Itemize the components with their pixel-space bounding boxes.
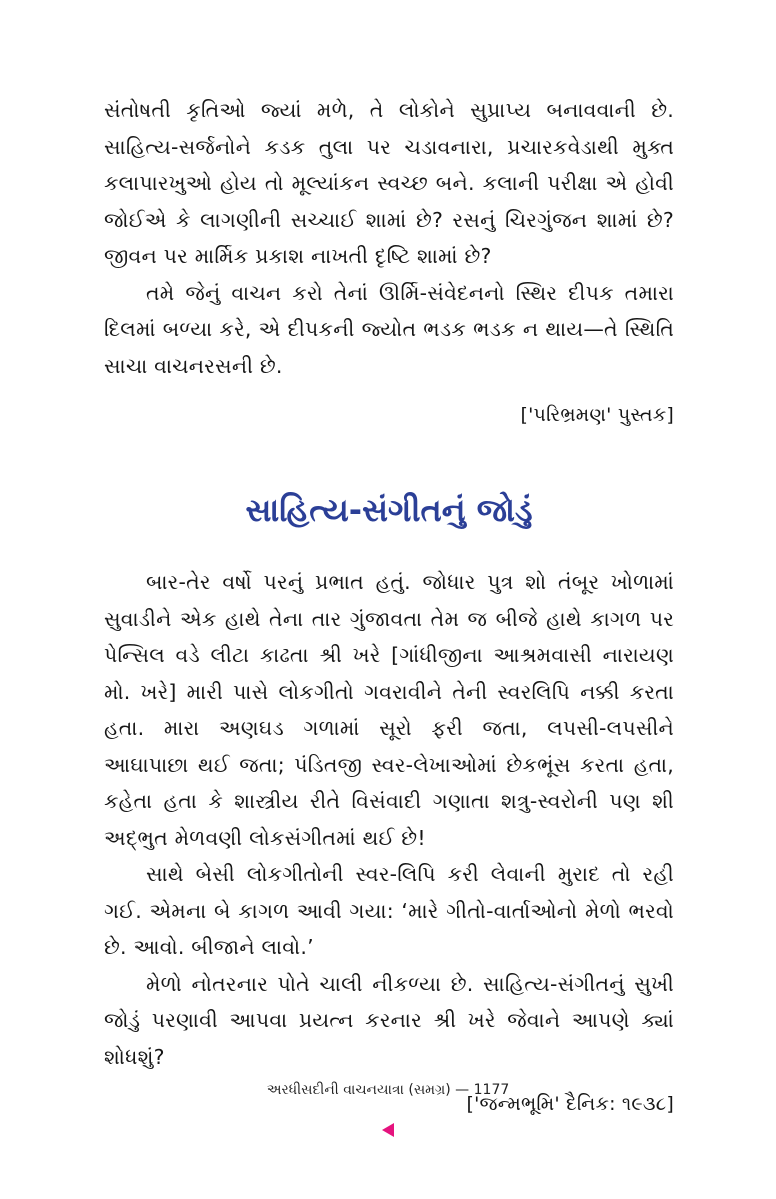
paragraph: બાર-તેર વર્ષો પરનું પ્રભાત હતું. જોધાર પુત્ર શો તંબૂર ખોળામાં સુવાડીને એક હાથે તેના તાર ગુંજાવતા તેમ જ બીજે હાથે કાગળ પર પેન્સિલ વડે લીટા કાઢતા શ્રી ખરે [ગાંધીજીના આશ્રમવાસી નારાયણ મો. ખરે] મારી પાસે લોકગીતો ગવરાવીને તેની સ્વરલિપિ નક્કી કરતા હતા. મારા અણઘડ ગળામાં સૂરો ફરી જતા, લપસી-લપસીને આઘાપાછા થઈ જતા; પંડિતજી સ્વર-લેખાઓમાં છેકભૂંસ કરતા હતા, કહેતા હતા કે શાસ્ત્રીય રીતે વિસંવાદી ગણાતા શત્રુ-સ્વરોની પણ શી અદ્‌ભુત મેળવણી લોકસંગીતમાં થઈ છે! bbox=[104, 570, 674, 850]
paragraph: મેળો નોતરનાર પોતે ચાલી નીકળ્યા છે. સાહિત્ય-સંગીતનું સુખી જોડું પરણાવી આપવા પ્રયત્ન કરનાર શ્રી ખરે જેવાને આપણે ક્યાં શોધશું? bbox=[104, 971, 674, 1069]
page-content bbox=[104, 92, 674, 1121]
page-footer: અરધીસદીની વાચનયાત્રા (સમગ્ર) — 1177 bbox=[266, 1082, 510, 1098]
section-heading: સાહિત્ય-સંગીતનું જોડું bbox=[245, 491, 533, 529]
paragraph: તમે જેનું વાચન કરો તેનાં ઊર્મિ-સંવેદનનો સ્થિર દીપક તમારા દિલમાં બળ્યા કરે, એ દીપકની જ્યોત ભડક ભડક ન થાય—તે સ્થિતિ સાચા વાચનરસની છે. bbox=[104, 280, 674, 378]
paragraph: સાથે બેસી લોકગીતોની સ્વર-લિપિ કરી લેવાની મુરાદ તો રહી ગઈ. એમના બે કાગળ આવી ગયા: ‘મારે ગીતો-વાર્તાઓનો મેળો ભરવો છે. આવો. બીજાને લાવો.’ bbox=[104, 862, 674, 959]
source-citation: ['જન્મભૂમિ' દૈનિક: ૧૯૩૮] bbox=[466, 1093, 674, 1115]
previous-page-icon[interactable] bbox=[382, 1123, 394, 1137]
paragraph: સંતોષતી કૃતિઓ જ્યાં મળે, તે લોકોને સુપ્રાપ્ય બનાવવાની છે. સાહિત્ય-સર્જનોને કડક તુલા પર ચડાવનારા, પ્રચારકવેડાથી મુક્ત કલાપારખુઓ હોય તો મૂલ્યાંકન સ્વચ્છ બને. કલાની પરીક્ષા એ હોવી જોઈએ કે લાગણીની સચ્ચાઈ શામાં છે? રસનું ચિરગુંજન શામાં છે? જીવન પર માર્મિક પ્રકાશ નાખતી દૃષ્ટિ શામાં છે? bbox=[104, 98, 674, 268]
source-citation: ['પરિભ્રમણ' પુસ્તક] bbox=[520, 404, 674, 426]
